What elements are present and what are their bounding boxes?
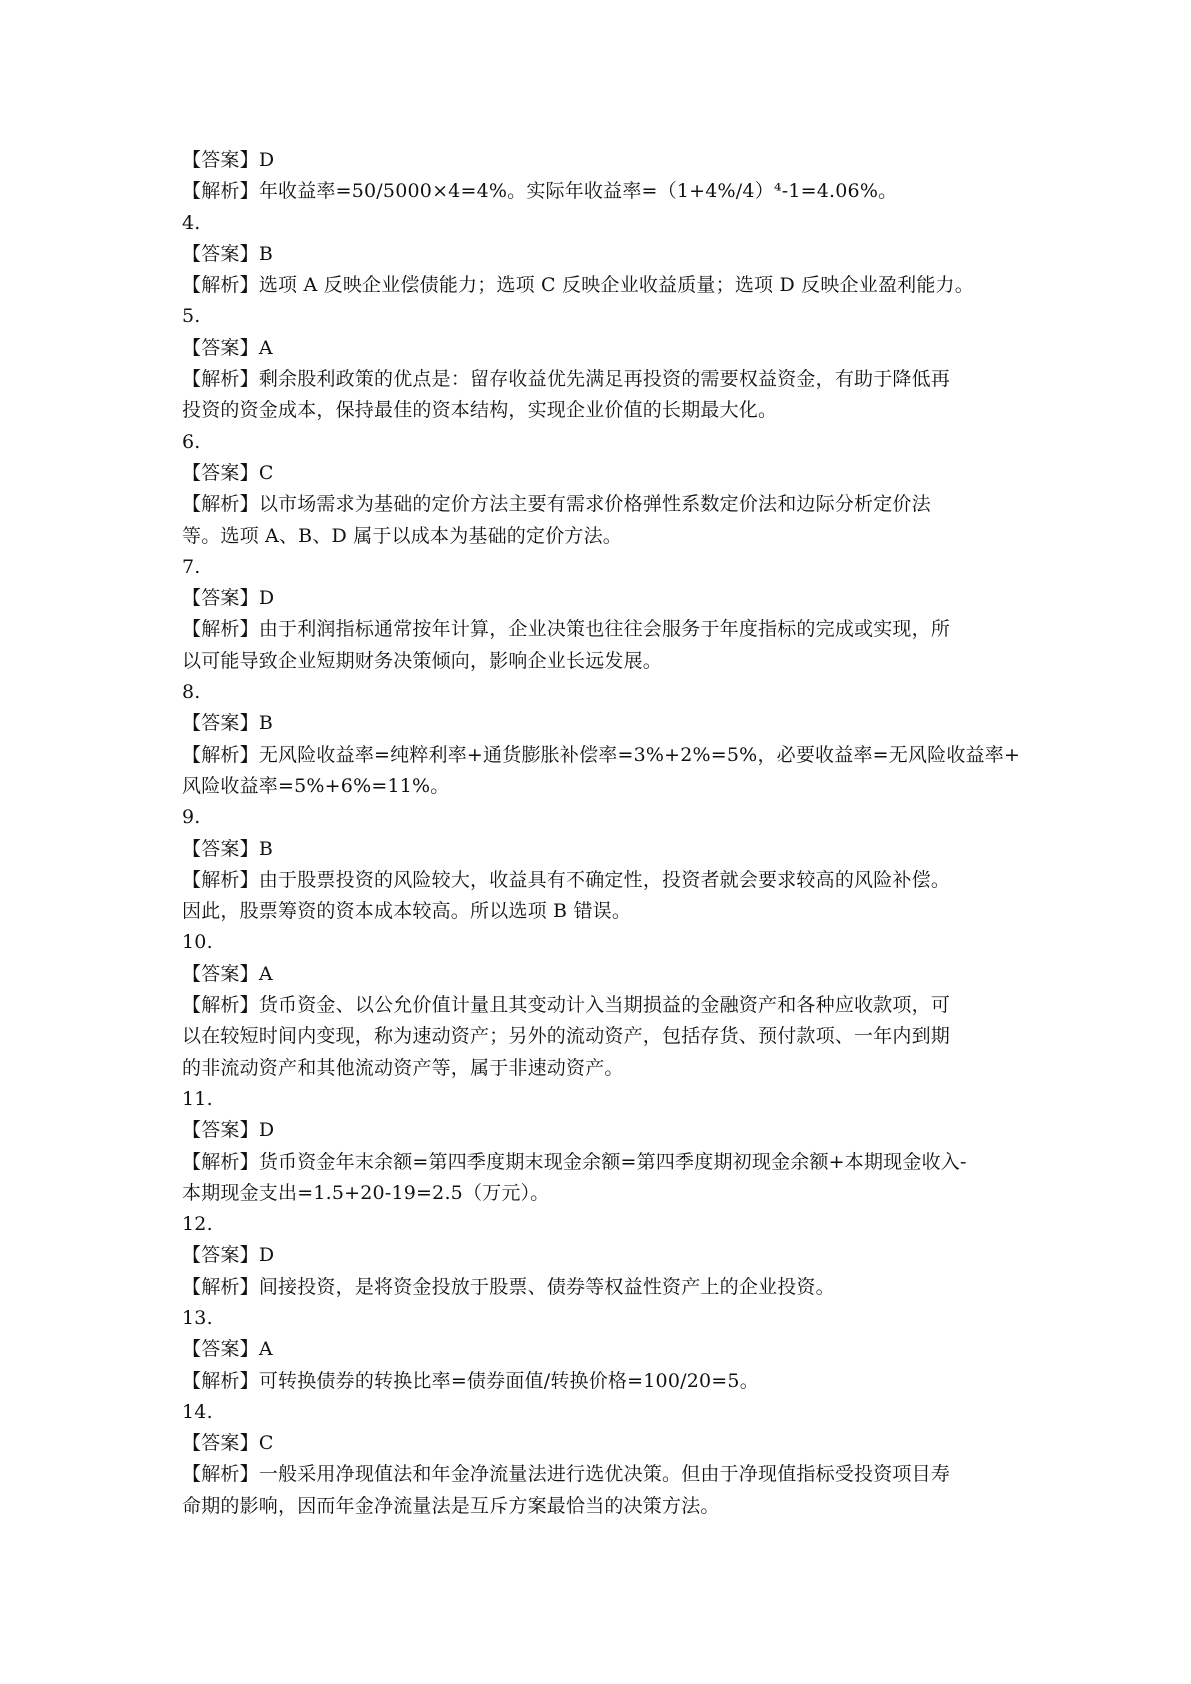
answer-label: 【答案】 <box>182 712 259 735</box>
analysis-label: 【解析】 <box>182 1463 259 1486</box>
analysis-text: 剩余股利政策的优点是：留存收益优先满足再投资的需要权益资金，有助于降低再 <box>258 368 951 391</box>
analysis-text: 命期的影响，因而年金净流量法是互斥方案最恰当的决策方法。 <box>182 1494 720 1517</box>
analysis-text: 投资的资金成本，保持最佳的资本结构，实现企业价值的长期最大化。 <box>182 399 778 422</box>
analysis-text: 一般采用净现值法和年金净流量法进行选优决策。但由于净现值指标受投资项目寿 <box>258 1463 951 1486</box>
analysis-line <box>182 771 1027 802</box>
analysis-text: 无风险收益率=纯粹利率+通货膨胀补偿率=3%+2%=5%，必要收益率=无风险收益率+ <box>258 743 1021 766</box>
analysis-label: 【解析】 <box>182 618 259 641</box>
question-number: 12. <box>182 1213 213 1236</box>
answer-label: 【答案】 <box>182 1119 259 1142</box>
answer-line <box>182 145 1027 176</box>
analysis-line <box>182 270 1027 301</box>
analysis-label: 【解析】 <box>182 1150 259 1173</box>
question-block <box>182 145 1027 208</box>
answer-label: 【答案】 <box>182 1244 259 1267</box>
analysis-text: 货币资金、以公允价值计量且其变动计入当期损益的金融资产和各种应收款项，可 <box>258 994 951 1017</box>
answer-line <box>182 959 1027 990</box>
answer-line <box>182 708 1027 739</box>
analysis-line <box>182 740 1027 771</box>
answer-label: 【答案】 <box>182 461 259 484</box>
answer-line <box>182 333 1027 364</box>
answer-value: D <box>258 1119 275 1142</box>
analysis-line <box>182 1147 1027 1178</box>
question-block <box>182 1303 1027 1397</box>
answer-line <box>182 1428 1027 1459</box>
analysis-line <box>182 1053 1027 1084</box>
answer-value: A <box>258 962 273 985</box>
answer-line <box>182 239 1027 270</box>
analysis-text: 由于股票投资的风险较大，收益具有不确定性，投资者就会要求较高的风险补偿。 <box>258 868 951 891</box>
answer-line <box>182 458 1027 489</box>
analysis-line <box>182 1459 1027 1490</box>
answer-value: D <box>258 587 275 610</box>
question-number: 5. <box>182 305 201 328</box>
question-block <box>182 677 1027 802</box>
answer-value: C <box>258 1432 274 1455</box>
analysis-line <box>182 1366 1027 1397</box>
answer-key-content <box>182 145 1027 1522</box>
question-number: 7. <box>182 555 201 578</box>
analysis-text: 风险收益率=5%+6%=11%。 <box>182 774 450 797</box>
analysis-text: 以可能导致企业短期财务决策倾向，影响企业长远发展。 <box>182 649 663 672</box>
analysis-line <box>182 646 1027 677</box>
analysis-line <box>182 990 1027 1021</box>
analysis-label: 【解析】 <box>182 1275 259 1298</box>
answer-value: C <box>258 461 274 484</box>
answer-value: B <box>258 837 273 860</box>
analysis-text: 货币资金年末余额=第四季度期末现金余额=第四季度期初现金余额+本期现金收入- <box>258 1150 967 1173</box>
answer-label: 【答案】 <box>182 336 259 359</box>
question-block <box>182 1209 1027 1303</box>
analysis-label: 【解析】 <box>182 493 259 516</box>
analysis-text: 以在较短时间内变现，称为速动资产；另外的流动资产，包括存货、预付款项、一年内到期 <box>182 1025 951 1048</box>
analysis-line <box>182 364 1027 395</box>
analysis-line <box>182 865 1027 896</box>
analysis-label: 【解析】 <box>182 1369 259 1392</box>
question-number: 4. <box>182 211 201 234</box>
question-block <box>182 301 1027 426</box>
question-number: 10. <box>182 931 213 954</box>
answer-line <box>182 1240 1027 1271</box>
analysis-label: 【解析】 <box>182 994 259 1017</box>
analysis-line <box>182 395 1027 426</box>
analysis-text: 年收益率=50/5000×4=4%。实际年收益率=（1+4%/4）⁴-1=4.06%。 <box>258 180 898 203</box>
analysis-line <box>182 521 1027 552</box>
analysis-text: 因此，股票筹资的资本成本较高。所以选项 B 错误。 <box>182 900 632 923</box>
question-block <box>182 1397 1027 1522</box>
analysis-label: 【解析】 <box>182 274 259 297</box>
analysis-label: 【解析】 <box>182 743 259 766</box>
answer-line <box>182 1115 1027 1146</box>
answer-label: 【答案】 <box>182 1432 259 1455</box>
answer-line <box>182 583 1027 614</box>
analysis-label: 【解析】 <box>182 180 259 203</box>
analysis-line <box>182 1021 1027 1052</box>
analysis-text: 由于利润指标通常按年计算，企业决策也往往会服务于年度指标的完成或实现，所 <box>258 618 951 641</box>
answer-line <box>182 834 1027 865</box>
analysis-line <box>182 1272 1027 1303</box>
analysis-line <box>182 1178 1027 1209</box>
analysis-line <box>182 896 1027 927</box>
analysis-text: 选项 A 反映企业偿债能力；选项 C 反映企业收益质量；选项 D 反映企业盈利能力。 <box>258 274 974 297</box>
analysis-text: 可转换债券的转换比率=债券面值/转换价格=100/20=5。 <box>258 1369 759 1392</box>
answer-value: A <box>258 336 273 359</box>
question-number: 6. <box>182 430 201 453</box>
answer-value: D <box>258 149 275 171</box>
question-number: 13. <box>182 1306 213 1329</box>
question-block <box>182 1084 1027 1209</box>
analysis-label: 【解析】 <box>182 868 259 891</box>
answer-value: D <box>258 1244 275 1267</box>
analysis-text: 以市场需求为基础的定价方法主要有需求价格弹性系数定价法和边际分析定价法 <box>258 493 931 516</box>
question-block <box>182 208 1027 302</box>
analysis-text: 本期现金支出=1.5+20-19=2.5（万元）。 <box>182 1181 550 1204</box>
answer-label: 【答案】 <box>182 242 259 265</box>
question-block <box>182 802 1027 927</box>
question-block <box>182 427 1027 552</box>
answer-value: B <box>258 712 273 735</box>
question-number: 14. <box>182 1400 213 1423</box>
answer-label: 【答案】 <box>182 587 259 610</box>
question-number: 8. <box>182 681 201 704</box>
analysis-line <box>182 489 1027 520</box>
answer-value: B <box>258 242 273 265</box>
question-block <box>182 552 1027 677</box>
analysis-line <box>182 614 1027 645</box>
question-number: 11. <box>182 1087 213 1110</box>
question-block <box>182 927 1027 1083</box>
answer-line <box>182 1334 1027 1365</box>
answer-label: 【答案】 <box>182 149 259 171</box>
analysis-line <box>182 1491 1027 1522</box>
analysis-line <box>182 176 1027 207</box>
answer-value: A <box>258 1338 273 1361</box>
analysis-text: 等。选项 A、B、D 属于以成本为基础的定价方法。 <box>182 524 622 547</box>
answer-label: 【答案】 <box>182 1338 259 1361</box>
analysis-label: 【解析】 <box>182 368 259 391</box>
answer-label: 【答案】 <box>182 837 259 860</box>
question-number: 9. <box>182 806 201 829</box>
analysis-text: 间接投资，是将资金投放于股票、债券等权益性资产上的企业投资。 <box>258 1275 835 1298</box>
answer-label: 【答案】 <box>182 962 259 985</box>
analysis-text: 的非流动资产和其他流动资产等，属于非速动资产。 <box>182 1056 624 1079</box>
